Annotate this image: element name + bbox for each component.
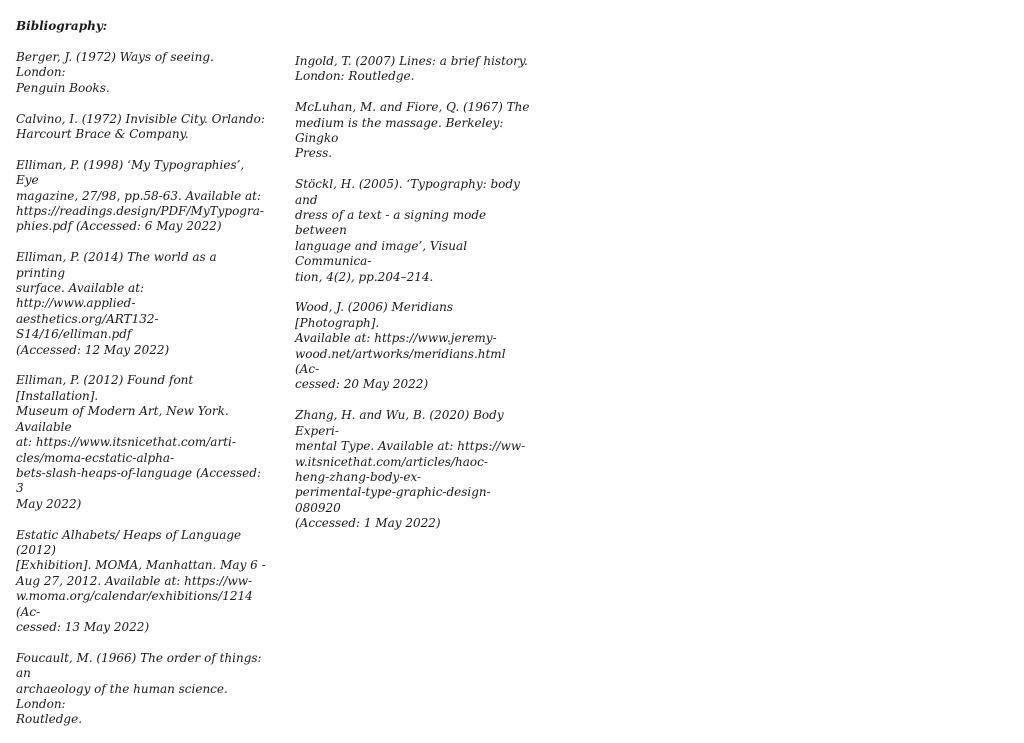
- bibliography-entry: Berger, J. (1972) Ways of seeing. London: Penguin Books.: [16, 50, 214, 95]
- bibliography-entry: Calvino, I. (1972) Invisible City. Orlando: Harcourt Brace & Company.: [16, 111, 265, 142]
- bibliography-entry: Foucault, M. (1966) The order of things: an archaeology of the human science. London: Routledge.: [16, 650, 262, 727]
- bibliography-right-column: [295, 54, 531, 547]
- bibliography-entry: McLuhan, M. and Fiore, Q. (1967) The medium is the massage. Berkeley: Gingko Press.: [295, 100, 530, 161]
- bibliography-entry: Elliman, P. (1998) ‘My Typographies’, Eye magazine, 27/98, pp.58-63. Available at: https://readings.design/PDF/MyTypogra- phies.pdf (Accessed: 6 May 2022): [16, 157, 264, 234]
- bibliography-entry: Ingold, T. (2007) Lines: a brief history. London: Routledge.: [295, 54, 528, 84]
- bibliography-entry: Elliman, P. (2012) Found font [Installation]. Museum of Modern Art, New York. Available at: https://www.itsnicethat.com/arti- cles/moma-ecstatic-alpha- bets-slash-heaps-of-language (Accessed: 3 May 2022): [16, 373, 261, 511]
- bibliography-entry: Stöckl, H. (2005). ‘Typography: body and dress of a text - a signing mode between language and image’, Visual Communica- tion, 4(2), pp.204–214.: [295, 177, 520, 284]
- bibliography-entry: Estatic Alhabets/ Heaps of Language (2012) [Exhibition]. MOMA, Manhattan. May 6 - Aug 27, 2012. Available at: https://ww- w.moma.org/calendar/exhibitions/1214 (Ac- cessed: 13 May 2022): [16, 527, 266, 634]
- bibliography-heading: Bibliography:: [16, 19, 108, 33]
- bibliography-entry: Elliman, P. (2014) The world as a printing surface. Available at: http://www.applied- aesthetics.org/ART132-S14/16/elliman.pdf (Accessed: 12 May 2022): [16, 250, 217, 357]
- bibliography-left-column: [16, 50, 266, 743]
- bibliography-entry: Wood, J. (2006) Meridians [Photograph]. Available at: https://www.jeremy- wood.net/artworks/meridians.html (Ac- cessed: 20 May 2022): [295, 300, 506, 392]
- bibliography-entry: Zhang, H. and Wu, B. (2020) Body Experi- mental Type. Available at: https://ww- w.itsnicethat.com/articles/haoc- heng-zhang-body-ex- perimental-type-graphic-design-080920 (Accessed: 1 May 2022): [295, 408, 526, 531]
